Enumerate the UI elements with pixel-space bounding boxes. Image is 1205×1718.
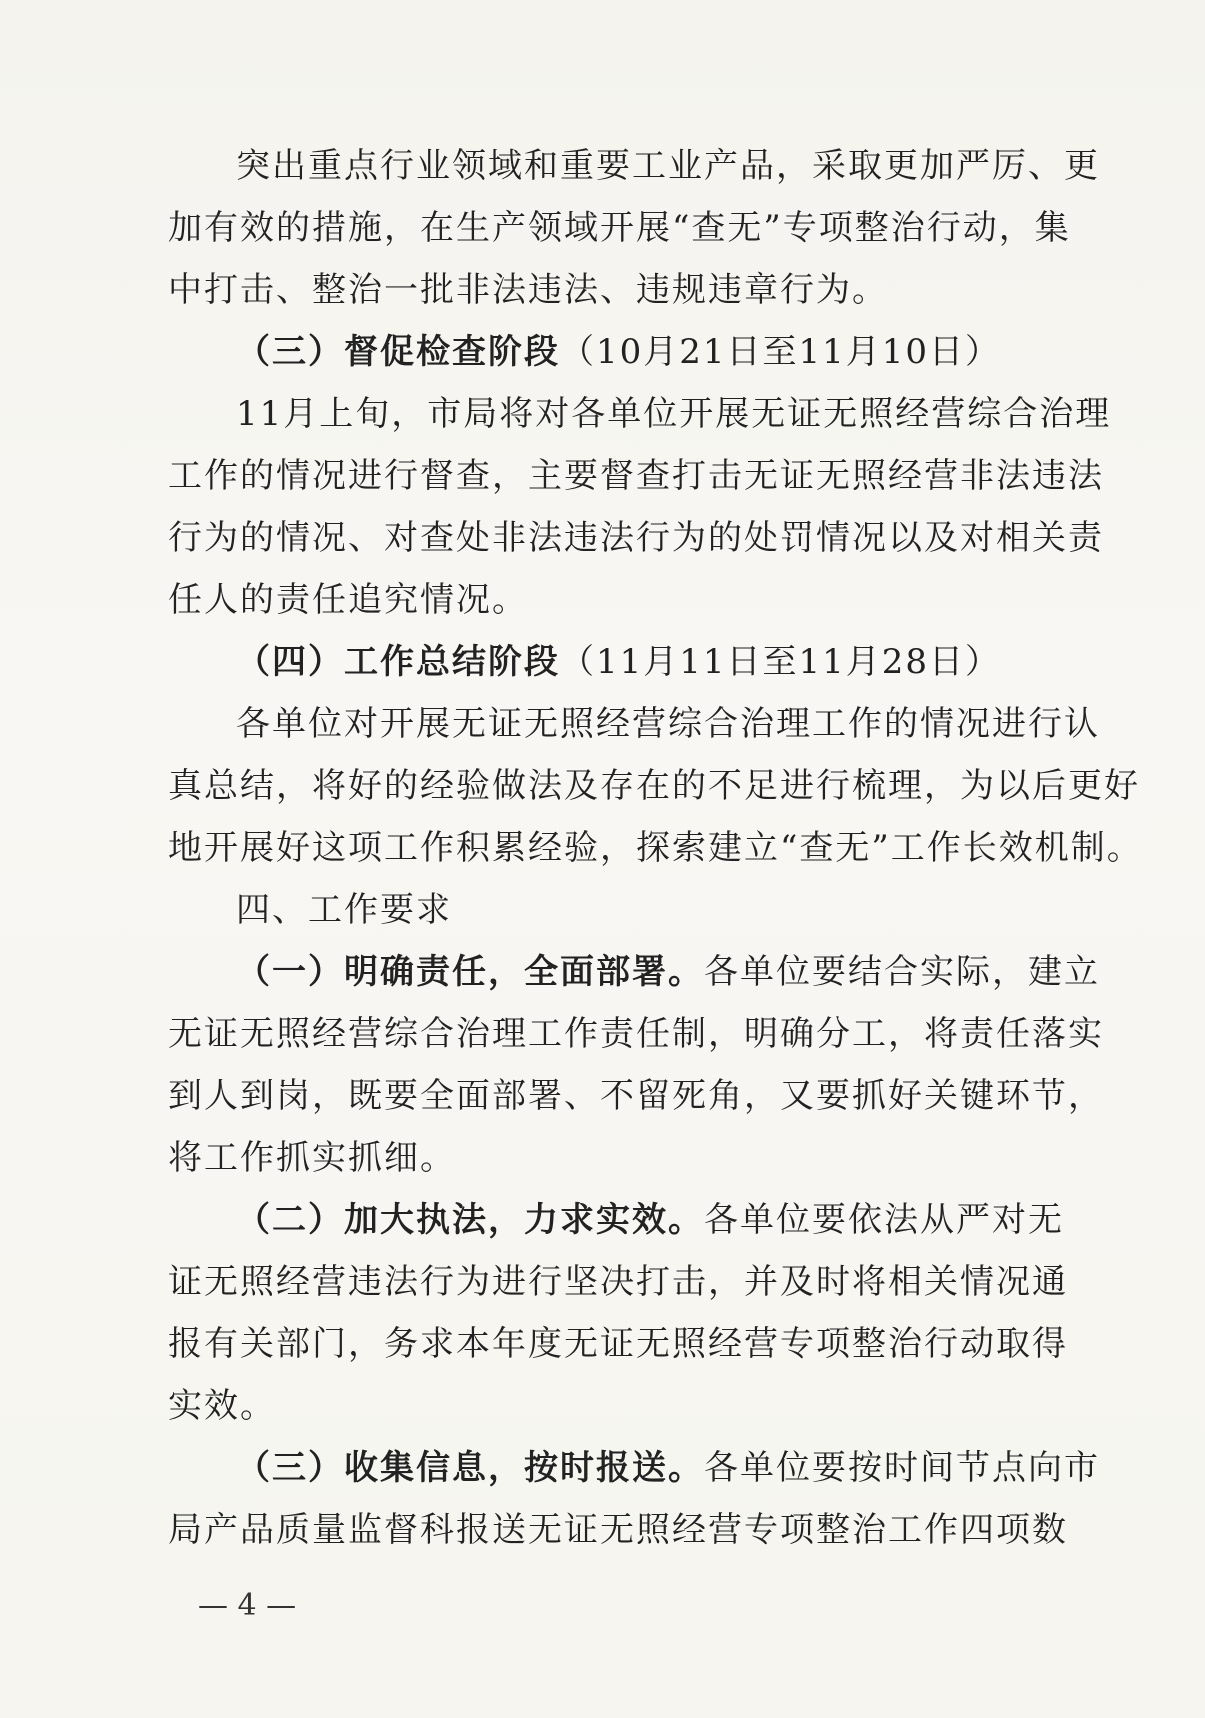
stage4-dates: （11月11日至11月28日）: [560, 642, 1002, 682]
body-line: 报有关部门，务求本年度无证无照经营专项整治行动取得: [168, 1324, 1068, 1364]
req1-heading: （一）明确责任，全面部署。: [236, 952, 704, 992]
section-heading: 四、工作要求: [236, 890, 452, 930]
stage3-dates: （10月21日至11月10日）: [560, 332, 1002, 372]
req2-heading: （二）加大执法，力求实效。: [236, 1200, 704, 1240]
body-line: 行为的情况、对查处非法违法行为的处罚情况以及对相关责: [168, 518, 1104, 558]
body-line: 到人到岗，既要全面部署、不留死角，又要抓好关键环节，: [168, 1076, 1104, 1116]
body-line: 各单位对开展无证无照经营综合治理工作的情况进行认: [236, 704, 1100, 744]
body-line: 证无照经营违法行为进行坚决打击，并及时将相关情况通: [168, 1262, 1068, 1302]
body-line: 任人的责任追究情况。: [168, 580, 528, 620]
req2-text: 各单位要依法从严对无: [704, 1200, 1064, 1240]
body-line: 加有效的措施，在生产领域开展“查无”专项整治行动，集: [168, 208, 1071, 248]
body-line: 真总结，将好的经验做法及存在的不足进行梳理，为以后更好: [168, 766, 1140, 806]
body-line: 将工作抓实抓细。: [168, 1138, 456, 1178]
req3-first-line: [168, 1437, 1100, 1499]
stage3-heading-line: [168, 321, 1038, 383]
body-line: 地开展好这项工作积累经验，探索建立“查无”工作长效机制。: [168, 828, 1143, 868]
req3-text: 各单位要按时间节点向市: [704, 1448, 1100, 1488]
stage4-heading: （四）工作总结阶段: [236, 642, 560, 682]
req1-first-line: [168, 941, 1100, 1003]
body-line: 实效。: [168, 1386, 276, 1426]
body-line: 工作的情况进行督查，主要督查打击无证无照经营非法违法: [168, 456, 1104, 496]
stage4-heading-line: [168, 631, 1038, 693]
body-line: 突出重点行业领域和重要工业产品，采取更加严厉、更: [236, 146, 1100, 186]
body-line: 无证无照经营综合治理工作责任制，明确分工，将责任落实: [168, 1014, 1104, 1054]
req1-text: 各单位要结合实际，建立: [704, 952, 1100, 992]
body-line: 局产品质量监督科报送无证无照经营专项整治工作四项数: [168, 1510, 1068, 1550]
stage3-heading: （三）督促检查阶段: [236, 332, 560, 372]
req2-first-line: [168, 1189, 1064, 1251]
document-body: [168, 135, 1143, 1561]
page-number: — 4 —: [198, 1588, 297, 1623]
body-line: 中打击、整治一批非法违法、违规违章行为。: [168, 270, 888, 310]
body-line: 11月上旬，市局将对各单位开展无证无照经营综合治理: [236, 394, 1112, 434]
req3-heading: （三）收集信息，按时报送。: [236, 1448, 704, 1488]
